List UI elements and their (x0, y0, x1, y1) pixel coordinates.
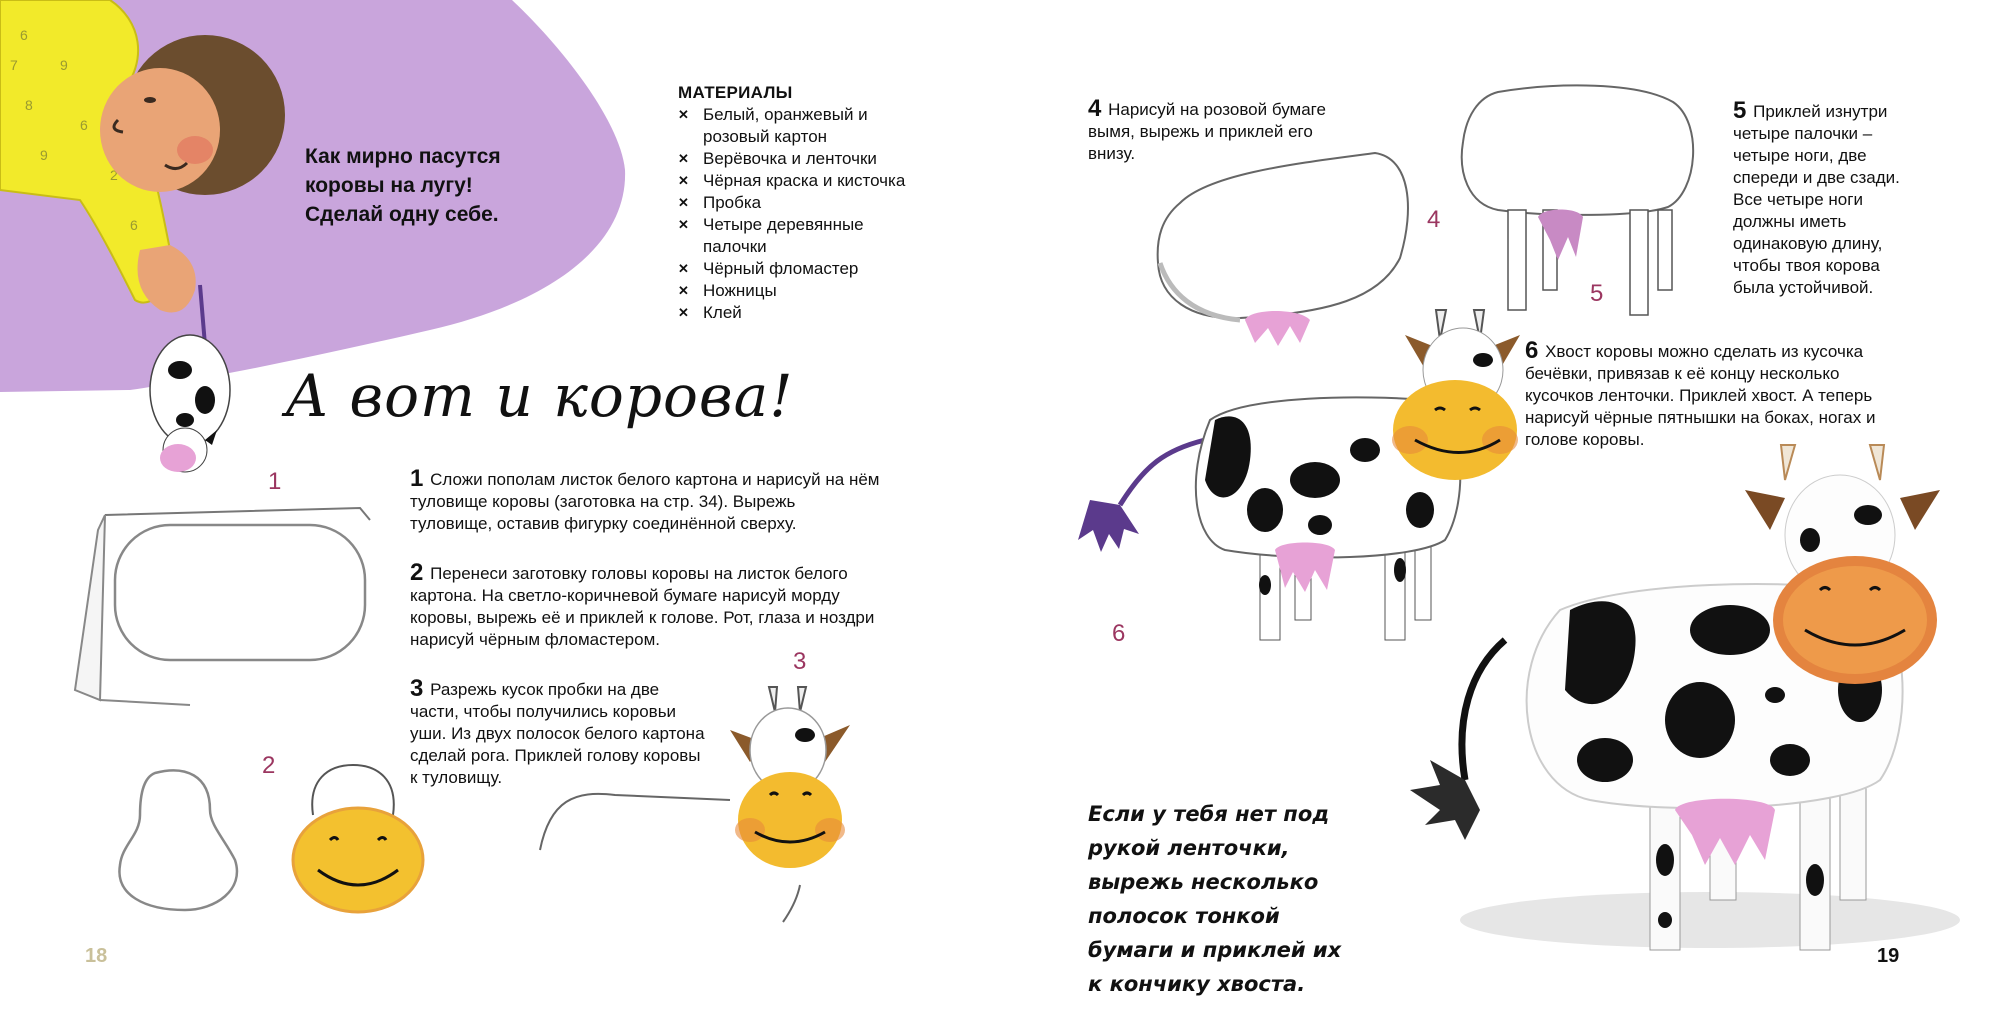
tip-text: Если у тебя нет под рукой ленточки, вырежь несколько полосок тонкой бумаги и приклей их к кончику хвоста. (1088, 802, 1342, 996)
list-item (678, 192, 908, 214)
svg-text:8: 8 (25, 97, 33, 113)
step-2 (410, 559, 880, 651)
page-number-left: 18 (85, 945, 108, 967)
cross-icon: ✕ (678, 173, 689, 188)
list-item (678, 280, 908, 302)
step-number: 1 (410, 465, 424, 492)
list-item (678, 258, 908, 280)
page-number-right: 19 (1877, 945, 1900, 967)
step-text: Разрежь кусок пробки на две части, чтобы получились коровьи уши. Из двух полосок белого картона сделай рога. Приклей голову коровы к туловищу. (410, 680, 705, 787)
folded-body-outline (70, 500, 390, 715)
step-5 (1733, 97, 1913, 299)
head-outline (110, 765, 260, 915)
step-number: 6 (1525, 337, 1539, 364)
cross-icon: ✕ (678, 283, 689, 298)
figure-label-4: 4 (1427, 206, 1441, 233)
cross-icon: ✕ (678, 151, 689, 166)
material-item: Верёвочка и ленточки (703, 149, 877, 168)
step-6 (1525, 337, 1905, 451)
cross-icon: ✕ (678, 305, 689, 320)
figure-label-6: 6 (1112, 620, 1126, 647)
intro-line: коровы на лугу! (305, 174, 473, 197)
material-item: Чёрный фломастер (703, 259, 859, 278)
material-item: Ножницы (703, 281, 777, 300)
list-item (678, 214, 908, 258)
step-3 (410, 675, 710, 789)
step-number: 2 (410, 559, 424, 586)
page-title: А вот и корова! (285, 362, 794, 430)
materials-list (678, 104, 908, 324)
cross-icon: ✕ (678, 261, 689, 276)
list-item (678, 170, 908, 192)
muzzle-drawing (288, 760, 428, 920)
cross-icon: ✕ (678, 107, 689, 122)
small-cow-figure (110, 290, 250, 490)
svg-text:9: 9 (60, 57, 68, 73)
materials-title: МАТЕРИАЛЫ (678, 83, 793, 102)
svg-text:6: 6 (130, 217, 138, 233)
figure-label-5: 5 (1590, 280, 1604, 307)
figure-label-1: 1 (268, 468, 282, 495)
intro-line: Сделай одну себе. (305, 203, 499, 226)
material-item: Пробка (703, 193, 762, 212)
list-item (678, 302, 908, 324)
intro-text (305, 142, 605, 229)
svg-text:6: 6 (80, 117, 88, 133)
step-1 (410, 465, 880, 535)
step-number: 5 (1733, 97, 1747, 124)
material-item: Клей (703, 303, 742, 322)
list-item (678, 104, 908, 148)
svg-text:2: 2 (110, 167, 118, 183)
step-number: 4 (1088, 95, 1102, 122)
step-number: 3 (410, 675, 424, 702)
material-item: Чёрная краска и кисточка (703, 171, 906, 190)
step-text: Нарисуй на розовой бумаге вымя, вырежь и приклей его внизу. (1088, 100, 1326, 163)
cross-icon: ✕ (678, 217, 689, 232)
svg-text:6: 6 (20, 27, 28, 43)
svg-text:7: 7 (10, 57, 18, 73)
finished-cow-photo (1410, 440, 1970, 980)
step-text: Сложи пополам листок белого картона и нарисуй на нём туловище коровы (заготовка на стр. 34). Вырежь туловище, оставив фигурку соединённой сверху. (410, 470, 880, 533)
figure-label-3: 3 (793, 648, 807, 675)
step-text: Приклей изнутри четыре палочки – четыре ноги, две спереди и две сзади. Все четыре ноги должны иметь одинаковую длину, чтобы твоя корова была устойчивой. (1733, 102, 1900, 297)
step-text: Хвост коровы можно сделать из кусочка бечёвки, привязав к её концу несколько кусочков ленточки. Приклей хвост. А теперь нарисуй чёрные пятнышки на боках, ногах и голове коровы. (1525, 342, 1876, 449)
svg-text:9: 9 (40, 147, 48, 163)
material-item: Четыре деревянные палочки (703, 215, 864, 256)
cross-icon: ✕ (678, 195, 689, 210)
material-item: Белый, оранжевый и розовый картон (703, 105, 868, 146)
figure-label-2: 2 (262, 752, 276, 779)
body-with-legs-drawing (1458, 82, 1698, 327)
step-text: Перенеси заготовку головы коровы на листок белого картона. На светло-коричневой бумаге нарисуй морду коровы, вырежь её и приклей к голове. Рот, глаза и ноздри нарисуй чёрным фломастером. (410, 564, 875, 649)
list-item (678, 148, 908, 170)
intro-line: Как мирно пасутся (305, 145, 501, 168)
